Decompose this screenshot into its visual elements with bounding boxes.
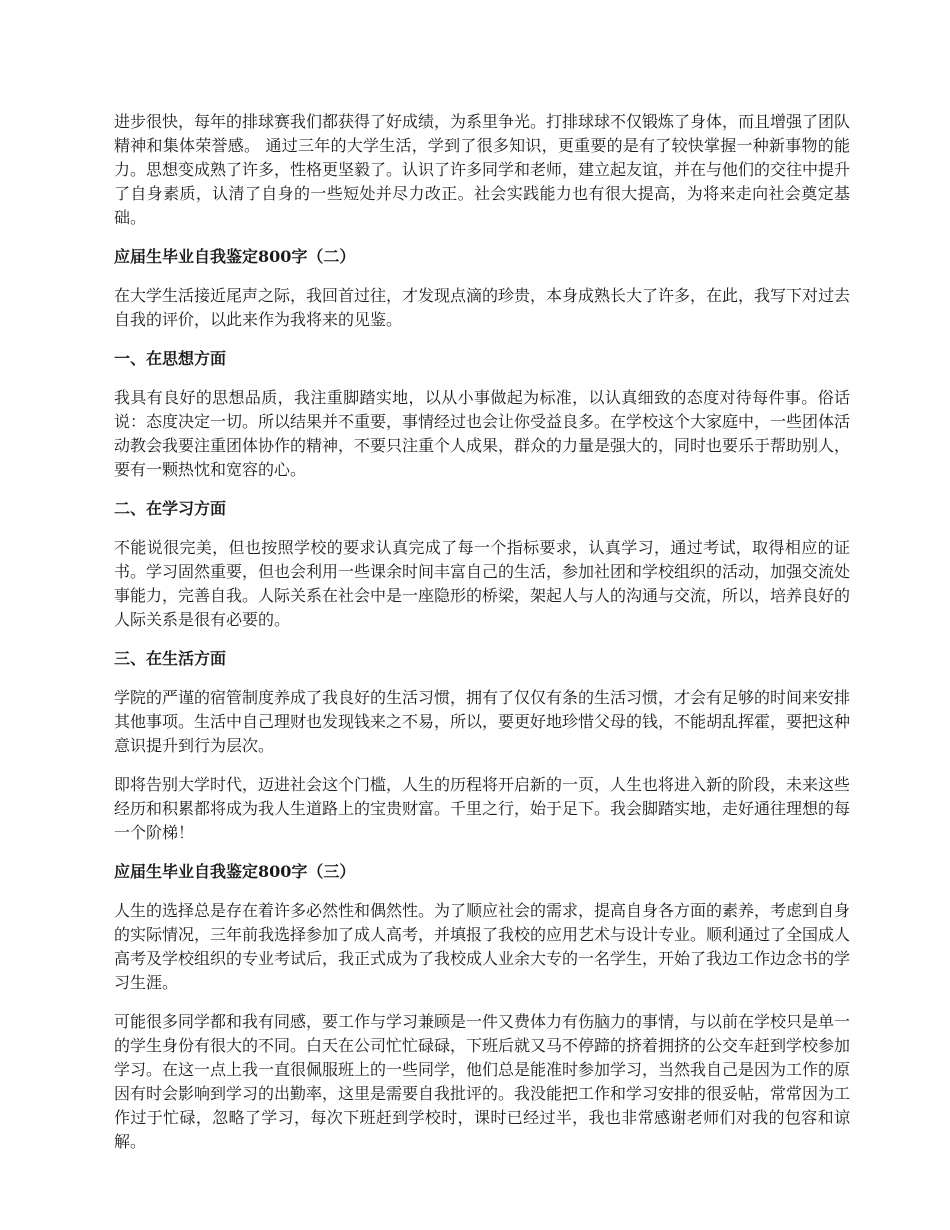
- section-heading-part-two: 应届生毕业自我鉴定800字（二）: [114, 247, 356, 266]
- paragraph-farewell: 即将告别大学时代，迈进社会这个门槛，人生的历程将开启新的一页，人生也将进入新的阶段，未来这些经历和积累都将成为我人生道路上的宝贵财富。千里之行，始于足下。我会脚踏实地，走好通往理想的每一个阶梯！: [114, 775, 851, 842]
- paragraph-thought: 我具有良好的思想品质，我注重脚踏实地，以从小事做起为标准，以认真细致的态度对待每件事。俗话说：态度决定一切。所以结果并不重要，事情经过也会让你受益良多。在学校这个大家庭中，一些团体活动教会我要注重团体协作的精神，不要只注重个人成果，群众的力量是强大的，同时也要乐于帮助别人，要有一颗热忱和宽容的心。: [114, 388, 851, 479]
- paragraph-part-two-intro: 在大学生活接近尾声之际，我回首过往，才发现点滴的珍贵，本身成熟长大了许多，在此，我写下对过去自我的评价，以此来作为我将来的见鉴。: [114, 286, 851, 329]
- document-page: [114, 110, 850, 1169]
- subheading-thought: 一、在思想方面: [114, 349, 227, 368]
- paragraph-study: 不能说很完美，但也按照学校的要求认真完成了每一个指标要求，认真学习，通过考试，取得相应的证书。学习固然重要，但也会利用一些课余时间丰富自己的生活，参加社团和学校组织的活动，加强交流处事能力，完善自我。人际关系在社会中是一座隐形的桥梁，架起人与人的沟通与交流，所以，培养良好的人际关系是很有必要的。: [114, 538, 851, 629]
- subheading-study: 二、在学习方面: [114, 499, 227, 518]
- paragraph-intro-continued: 进步很快，每年的排球赛我们都获得了好成绩，为系里争光。打排球球不仅锻炼了身体，而且增强了团队精神和集体荣誉感。 通过三年的大学生活，学到了很多知识，更重要的是有了较快掌握一种新事物的能力。思想变成熟了许多，性格更坚毅了。认识了许多同学和老师，建立起友谊，并在与他们的交往中提升了自身素质，认清了自身的一些短处并尽力改正。社会实践能力也有很大提高，为将来走向社会奠定基础。: [114, 112, 851, 227]
- subheading-life: 三、在生活方面: [114, 649, 227, 668]
- paragraph-part-three-intro: 人生的选择总是存在着许多必然性和偶然性。为了顺应社会的需求，提高自身各方面的素养，考虑到自身的实际情况，三年前我选择参加了成人高考，并填报了我校的应用艺术与设计专业。顺利通过了全国成人高考及学校组织的专业考试后，我正式成为了我校成人业余大专的一名学生，开始了我边工作边念书的学习生涯。: [114, 901, 851, 992]
- section-heading-part-three: 应届生毕业自我鉴定800字（三）: [114, 862, 356, 881]
- paragraph-life: 学院的严谨的宿管制度养成了我良好的生活习惯，拥有了仅仅有条的生活习惯，才会有足够的时间来安排其他事项。生活中自己理财也发现钱来之不易，所以，要更好地珍惜父母的钱，不能胡乱挥霍，要把这种意识提升到行为层次。: [114, 688, 851, 755]
- paragraph-work-study: 可能很多同学都和我有同感，要工作与学习兼顾是一件又费体力有伤脑力的事情，与以前在学校只是单一的学生身份有很大的不同。白天在公司忙忙碌碌，下班后就又马不停蹄的挤着拥挤的公交车赶到学校参加学习。在这一点上我一直很佩服班上的一些同学，他们总是能准时参加学习，当然我自己是因为工作的原因有时会影响到学习的出勤率，这里是需要自我批评的。我没能把工作和学习安排的很妥帖，常常因为工作过于忙碌，忽略了学习，每次下班赶到学校时，课时已经过半，我也非常感谢老师们对我的包容和谅解。: [114, 1012, 851, 1151]
